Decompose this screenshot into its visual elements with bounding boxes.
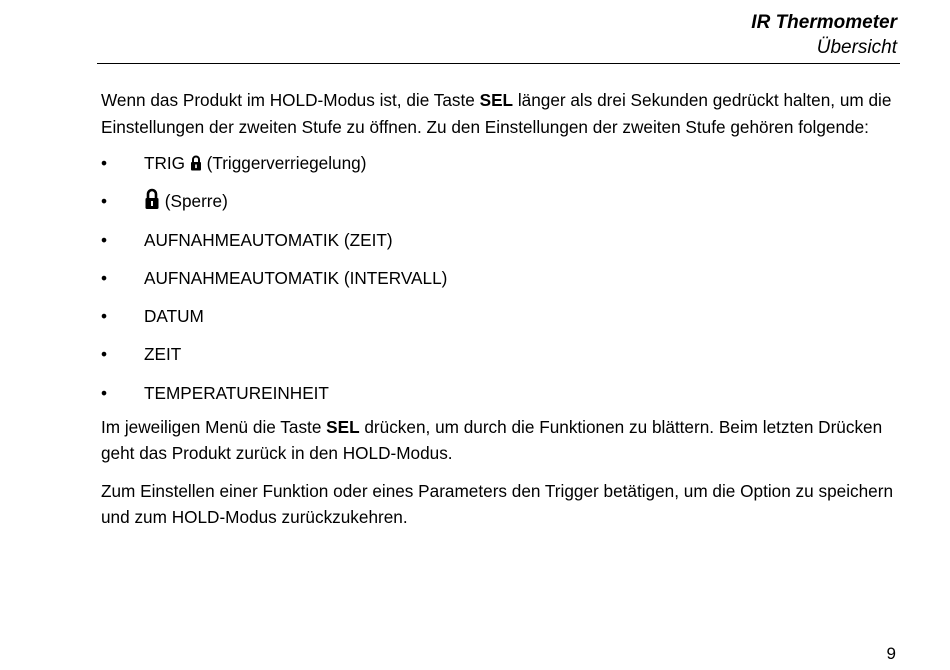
sel-key-label: SEL [326,416,360,437]
page-header [751,10,897,60]
list-item [101,227,901,265]
header-divider [97,63,900,64]
para2-text-1: Im jeweiligen Menü die Taste [101,416,327,437]
list-item [101,303,901,341]
page-content [101,87,901,531]
trig-suffix: (Triggerverriegelung) [201,153,367,173]
list-item-text: TEMPERATUREINHEIT [144,382,329,403]
settings-list [101,150,901,414]
bullet-icon: • [101,191,108,212]
bullet-icon: • [101,153,108,173]
list-item-text: ZEIT [144,344,182,365]
intro-text-2: länger als drei Sekunden gedrückt halten, um die Einstellungen der zweiten Stufe zu öffnen. Zu den Einstellungen der zweiten Stufe gehören folgende: [101,90,892,137]
list-item [101,380,901,414]
bullet-icon: • [101,267,108,288]
bullet-icon: • [101,306,108,327]
lock-icon [144,188,160,210]
page-number: 9 [886,644,896,663]
list-item [101,265,901,303]
bullet-icon: • [101,229,108,250]
sel-key-label: SEL [479,90,514,110]
bullet-icon: • [101,382,108,403]
section-subtitle: Übersicht [816,37,897,58]
list-item [101,341,901,379]
navigation-paragraph [101,414,901,467]
intro-text-1: Wenn das Produkt im HOLD-Modus ist, die Taste [101,90,480,110]
lock-icon [190,155,202,171]
trig-prefix: TRIG [144,153,186,173]
list-item-text: AUFNAHMEAUTOMATIK (ZEIT) [144,229,393,250]
list-item-trig [101,150,901,188]
trigger-paragraph: Zum Einstellen einer Funktion oder eines Parameters den Trigger betätigen, um die Option zu speichern und zum HOLD-Modus zurückzukehren. [101,480,894,528]
lock-label: (Sperre) [160,191,228,212]
para2-text-2: drücken, um durch die Funktionen zu blättern. Beim letzten Drücken geht das Produkt zurück in den HOLD-Modus. [101,416,883,464]
bullet-icon: • [101,344,108,365]
list-item-lock [101,188,901,226]
list-item-text: AUFNAHMEAUTOMATIK (INTERVALL) [144,267,448,288]
list-item-text: DATUM [144,306,204,327]
intro-paragraph [101,87,901,140]
document-title: IR Thermometer [751,12,897,33]
